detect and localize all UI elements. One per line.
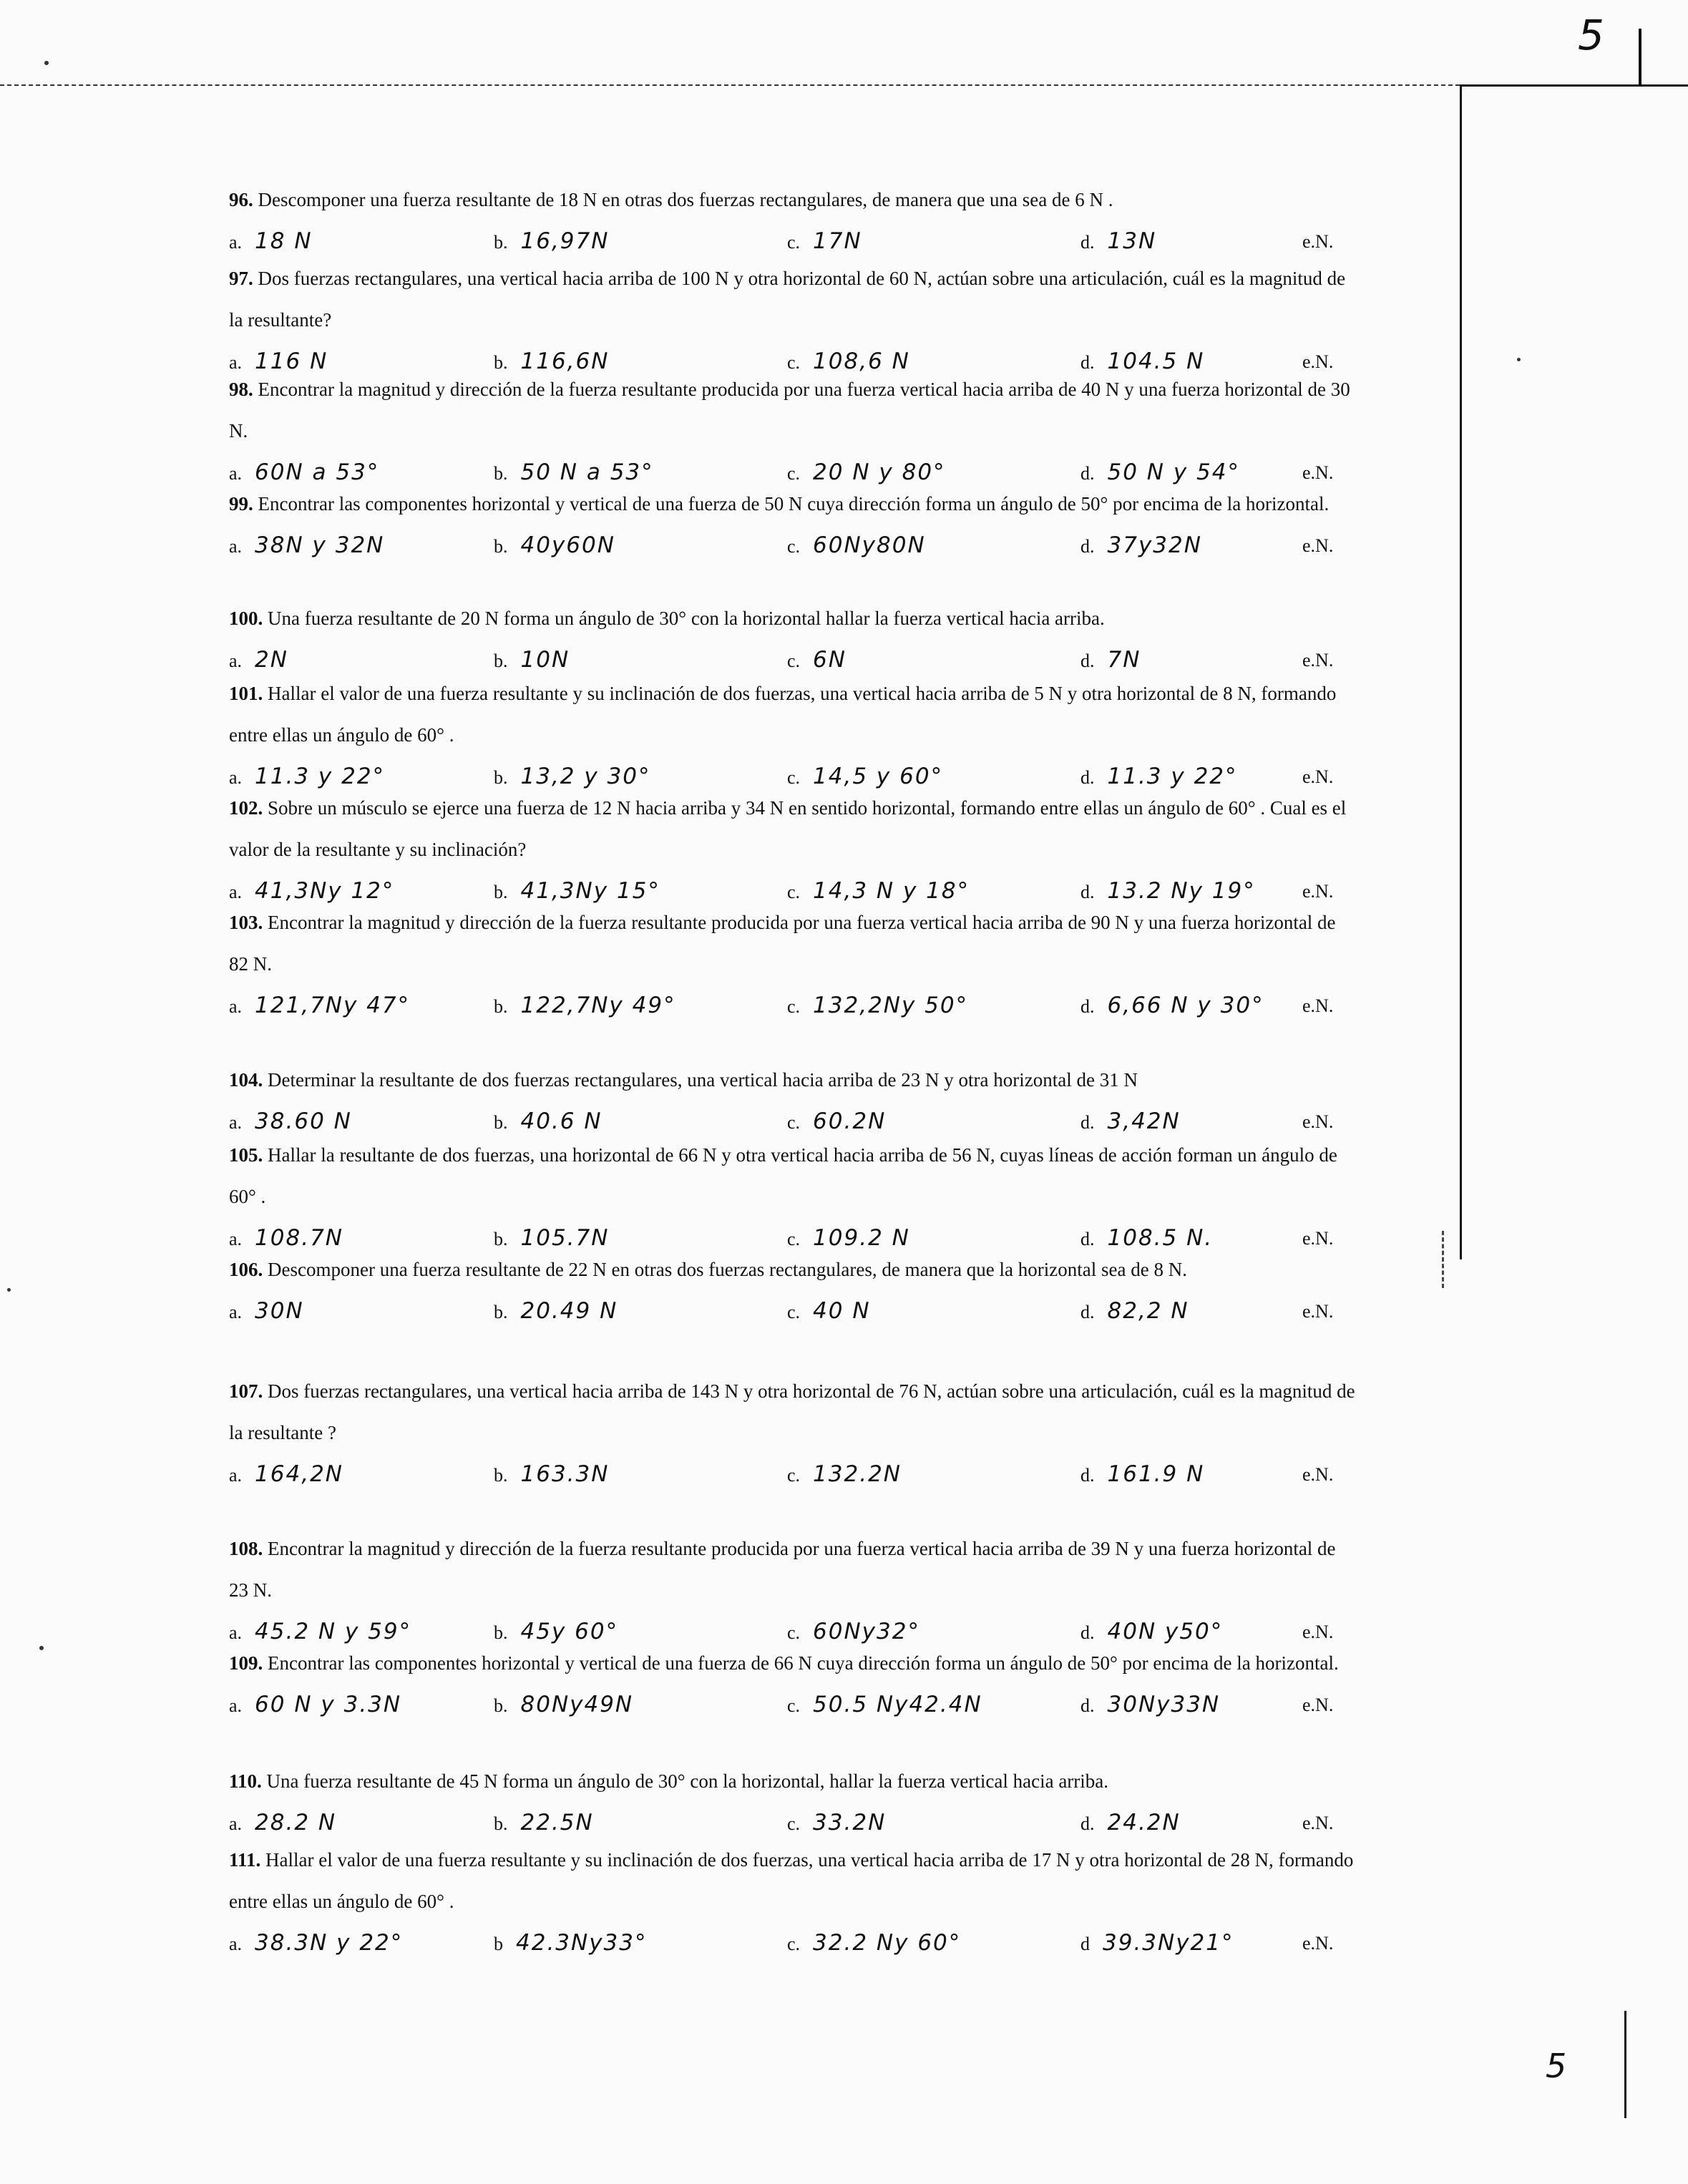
question-stem: Descomponer una fuerza resultante de 22 N en otras dos fuerzas rectangulares, de manera que la horizontal sea de 8 N.: [268, 1259, 1187, 1280]
handwritten-answer: 82,2 N: [1107, 1298, 1189, 1324]
option-d: d. 6,66 N y 30°: [1080, 993, 1264, 1018]
handwritten-answer: 16,97N: [520, 228, 610, 254]
question-stem: Encontrar la magnitud y dirección de la fuerza resultante producida por una fuerza vertical hacia arriba de 39 N y una fuerza horizontal de 23 N.: [229, 1538, 1336, 1601]
option-a: a. 60N a 53°: [229, 459, 380, 485]
handwritten-answer: 13.2 Ny 19°: [1107, 878, 1256, 904]
handwritten-answer: 60N a 53°: [255, 459, 380, 485]
option-e: e.N.: [1302, 766, 1334, 787]
option-a: a. 121,7Ny 47°: [229, 993, 411, 1018]
question-98: [229, 369, 1360, 493]
option-e: e.N.: [1302, 1228, 1334, 1249]
option-d: d. 3,42N: [1080, 1108, 1181, 1134]
question-109: [229, 1642, 1360, 1725]
bottom-right-bar: [1624, 2011, 1626, 2118]
question-number: 109.: [229, 1652, 263, 1674]
top-solid-rule: [1460, 84, 1688, 87]
option-a: a. 18 N: [229, 228, 313, 254]
question-number: 110.: [229, 1770, 262, 1792]
handwritten-answer: 40.6 N: [520, 1108, 602, 1134]
question-102: [229, 787, 1360, 912]
handwritten-answer: 40 N: [813, 1298, 871, 1324]
question-111: [229, 1839, 1360, 1964]
question-99: [229, 483, 1360, 566]
handwritten-answer: 42.3Ny33°: [516, 1930, 648, 1956]
option-b: b 42.3Ny33°: [494, 1930, 648, 1956]
question-stem: Una fuerza resultante de 20 N forma un ángulo de 30° con la horizontal hallar la fuerza vertical hacia arriba.: [268, 608, 1105, 629]
scan-speck: [39, 1646, 44, 1650]
handwritten-answer: 161.9 N: [1107, 1461, 1205, 1487]
question-100: [229, 598, 1360, 681]
option-e: e.N.: [1302, 535, 1334, 556]
option-c: c. 108,6 N: [787, 348, 910, 374]
option-d: d. 104.5 N: [1080, 348, 1205, 374]
option-b: b. 163.3N: [494, 1461, 610, 1487]
handwritten-answer: 60Ny32°: [813, 1619, 920, 1644]
answer-options: [229, 1684, 1360, 1725]
option-b: b. 122,7Ny 49°: [494, 993, 676, 1018]
option-c: c. 60Ny32°: [787, 1619, 920, 1644]
option-b: b. 116,6N: [494, 348, 610, 374]
handwritten-answer: 39.3Ny21°: [1103, 1930, 1234, 1956]
handwritten-answer: 45.2 N y 59°: [255, 1619, 412, 1644]
handwritten-answer: 122,7Ny 49°: [520, 993, 676, 1018]
question-number: 105.: [229, 1144, 263, 1166]
question-number: 102.: [229, 797, 263, 819]
answer-options: [229, 1802, 1360, 1843]
handwritten-answer: 41,3Ny 15°: [520, 878, 660, 904]
handwritten-answer: 6N: [813, 647, 847, 673]
option-a: a. 38.60 N: [229, 1108, 352, 1134]
handwritten-answer: 37y32N: [1107, 532, 1202, 558]
question-number: 101.: [229, 683, 263, 704]
option-e: e.N.: [1302, 650, 1334, 671]
option-b: b. 40.6 N: [494, 1108, 602, 1134]
handwritten-answer: 20 N y 80°: [813, 459, 946, 485]
option-b: b. 50 N a 53°: [494, 459, 654, 485]
handwritten-answer: 6,66 N y 30°: [1107, 993, 1264, 1018]
option-a: a. 38.3N y 22°: [229, 1930, 404, 1956]
option-b: b. 10N: [494, 647, 570, 673]
option-a: a. 108.7N: [229, 1225, 343, 1251]
option-a: a. 45.2 N y 59°: [229, 1619, 412, 1644]
handwritten-answer: 40y60N: [520, 532, 615, 558]
answer-options: [229, 220, 1360, 262]
question-number: 104.: [229, 1069, 263, 1091]
question-number: 106.: [229, 1259, 263, 1280]
option-d: d. 11.3 y 22°: [1080, 764, 1238, 789]
option-b: b. 45y 60°: [494, 1619, 619, 1644]
option-a: a. 30N: [229, 1298, 304, 1324]
option-a: a. 2N: [229, 647, 288, 673]
handwritten-answer: 13,2 y 30°: [520, 764, 651, 789]
option-e: e.N.: [1302, 1933, 1334, 1954]
option-e: e.N.: [1302, 462, 1334, 483]
option-e: e.N.: [1302, 1622, 1334, 1642]
handwritten-answer: 108.7N: [255, 1225, 343, 1251]
question-number: 97.: [229, 268, 253, 289]
option-b: b. 16,97N: [494, 228, 610, 254]
handwritten-answer: 104.5 N: [1107, 348, 1205, 374]
handwritten-answer: 132.2N: [813, 1461, 902, 1487]
handwritten-answer: 11.3 y 22°: [255, 764, 386, 789]
option-b: b. 105.7N: [494, 1225, 610, 1251]
option-a: a. 28.2 N: [229, 1810, 337, 1836]
handwritten-answer: 13N: [1107, 228, 1157, 254]
scan-speck: [7, 1288, 11, 1292]
handwritten-answer: 38N y 32N: [255, 532, 385, 558]
option-b: b. 22.5N: [494, 1810, 594, 1836]
option-c: c. 14,5 y 60°: [787, 764, 944, 789]
answer-options: [229, 1922, 1360, 1964]
answer-options: [229, 525, 1360, 566]
option-e: e.N.: [1302, 1695, 1334, 1715]
option-b: b. 13,2 y 30°: [494, 764, 651, 789]
question-stem: Hallar la resultante de dos fuerzas, una horizontal de 66 N y otra vertical hacia arriba de 56 N, cuyas líneas de acción forman un ángulo de 60° .: [229, 1144, 1337, 1207]
answer-options: [229, 985, 1360, 1026]
handwritten-answer: 7N: [1107, 647, 1141, 673]
handwritten-answer: 116 N: [255, 348, 328, 374]
option-e: e.N.: [1302, 1464, 1334, 1485]
handwritten-answer: 60 N y 3.3N: [255, 1692, 402, 1717]
handwritten-answer: 50 N a 53°: [520, 459, 654, 485]
question-97: [229, 258, 1360, 382]
option-d: d. 24.2N: [1080, 1810, 1181, 1836]
question-number: 98.: [229, 379, 253, 400]
option-c: c. 60Ny80N: [787, 532, 926, 558]
option-e: e.N.: [1302, 1301, 1334, 1322]
option-c: c. 6N: [787, 647, 847, 673]
handwritten-answer: 11.3 y 22°: [1107, 764, 1238, 789]
handwritten-answer: 30N: [255, 1298, 304, 1324]
handwritten-answer: 105.7N: [520, 1225, 610, 1251]
option-e: e.N.: [1302, 995, 1334, 1016]
option-d: d. 50 N y 54°: [1080, 459, 1240, 485]
handwritten-answer: 40N y50°: [1107, 1619, 1224, 1644]
handwritten-answer: 24.2N: [1107, 1810, 1181, 1836]
handwritten-answer: 164,2N: [255, 1461, 343, 1487]
option-d: d. 161.9 N: [1080, 1461, 1205, 1487]
top-dashed-rule: [0, 84, 1460, 86]
option-d: d. 40N y50°: [1080, 1619, 1224, 1644]
handwritten-answer: 60.2N: [813, 1108, 887, 1134]
question-107: [229, 1370, 1360, 1495]
question-106: [229, 1249, 1360, 1332]
handwritten-answer: 33.2N: [813, 1810, 887, 1836]
question-stem: Encontrar la magnitud y dirección de la fuerza resultante producida por una fuerza vertical hacia arriba de 40 N y una fuerza horizontal de 30 N.: [229, 379, 1350, 442]
question-103: [229, 902, 1360, 1026]
option-c: c. 20 N y 80°: [787, 459, 946, 485]
option-a: a. 11.3 y 22°: [229, 764, 386, 789]
option-d: d. 13N: [1080, 228, 1157, 254]
question-stem: Sobre un músculo se ejerce una fuerza de 12 N hacia arriba y 34 N en sentido horizontal, formando entre ellas un ángulo de 60° . Cual es el valor de la resultante y su inclinación?: [229, 797, 1347, 860]
question-stem: Encontrar las componentes horizontal y vertical de una fuerza de 66 N cuya dirección forma un ángulo de 50° por encima de la horizontal.: [268, 1652, 1339, 1674]
option-c: c. 40 N: [787, 1298, 871, 1324]
option-a: a. 41,3Ny 12°: [229, 878, 395, 904]
question-number: 100.: [229, 608, 263, 629]
handwritten-answer: 109.2 N: [813, 1225, 910, 1251]
question-104: [229, 1059, 1360, 1142]
answer-options: [229, 1453, 1360, 1495]
handwritten-answer: 14,5 y 60°: [813, 764, 944, 789]
handwritten-answer: 30Ny33N: [1107, 1692, 1221, 1717]
option-a: a. 60 N y 3.3N: [229, 1692, 402, 1717]
margin-tick: [1442, 1231, 1446, 1288]
question-108: [229, 1528, 1360, 1652]
option-c: c. 109.2 N: [787, 1225, 910, 1251]
handwritten-answer: 28.2 N: [255, 1810, 337, 1836]
question-101: [229, 673, 1360, 797]
option-b: b. 80Ny49N: [494, 1692, 634, 1717]
option-c: c. 50.5 Ny42.4N: [787, 1692, 982, 1717]
page-number: 5: [1546, 2047, 1567, 2085]
option-c: c. 33.2N: [787, 1810, 887, 1836]
answer-options: [229, 1290, 1360, 1332]
question-stem: Determinar la resultante de dos fuerzas rectangulares, una vertical hacia arriba de 23 N y otra horizontal de 31 N: [268, 1069, 1138, 1091]
question-stem: Una fuerza resultante de 45 N forma un ángulo de 30° con la horizontal, hallar la fuerza vertical hacia arriba.: [266, 1770, 1109, 1792]
handwritten-answer: 2N: [255, 647, 288, 673]
option-d: d 39.3Ny21°: [1080, 1930, 1234, 1956]
question-number: 108.: [229, 1538, 263, 1559]
handwritten-answer: 132,2Ny 50°: [813, 993, 969, 1018]
question-stem: Hallar el valor de una fuerza resultante y su inclinación de dos fuerzas, una vertical hacia arriba de 17 N y otra horizontal de 28 N, formando entre ellas un ángulo de 60° .: [229, 1849, 1354, 1912]
handwritten-answer: 45y 60°: [520, 1619, 619, 1644]
option-c: c. 14,3 N y 18°: [787, 878, 970, 904]
option-c: c. 60.2N: [787, 1108, 887, 1134]
option-b: b. 40y60N: [494, 532, 615, 558]
option-d: d. 7N: [1080, 647, 1141, 673]
handwritten-answer: 38.60 N: [255, 1108, 352, 1134]
question-stem: Descomponer una fuerza resultante de 18 N en otras dos fuerzas rectangulares, de manera que una sea de 6 N .: [258, 189, 1113, 210]
handwritten-answer: 18 N: [255, 228, 313, 254]
question-stem: Encontrar la magnitud y dirección de la fuerza resultante producida por una fuerza vertical hacia arriba de 90 N y una fuerza horizontal de 82 N.: [229, 912, 1336, 975]
option-d: d. 37y32N: [1080, 532, 1202, 558]
question-stem: Dos fuerzas rectangulares, una vertical hacia arriba de 100 N y otra horizontal de 60 N, actúan sobre una articulación, cuál es la magnitud de la resultante?: [229, 268, 1346, 331]
right-margin-line: [1460, 86, 1462, 1259]
handwritten-answer: 20.49 N: [520, 1298, 618, 1324]
question-105: [229, 1134, 1360, 1259]
handwritten-answer: 108.5 N.: [1107, 1225, 1214, 1251]
option-c: c. 132,2Ny 50°: [787, 993, 969, 1018]
handwritten-answer: 3,42N: [1107, 1108, 1181, 1134]
handwritten-answer: 41,3Ny 12°: [255, 878, 395, 904]
handwritten-answer: 163.3N: [520, 1461, 610, 1487]
option-a: a. 116 N: [229, 348, 328, 374]
handwritten-answer: 17N: [813, 228, 862, 254]
handwritten-answer: 32.2 Ny 60°: [813, 1930, 962, 1956]
option-e: e.N.: [1302, 351, 1334, 372]
option-e: e.N.: [1302, 1813, 1334, 1833]
question-stem: Dos fuerzas rectangulares, una vertical hacia arriba de 143 N y otra horizontal de 76 N, actúan sobre una articulación, cuál es la magnitud de la resultante ?: [229, 1380, 1355, 1443]
option-d: d. 13.2 Ny 19°: [1080, 878, 1256, 904]
scan-speck: [1517, 358, 1521, 361]
option-b: b. 20.49 N: [494, 1298, 618, 1324]
handwritten-answer: 116,6N: [520, 348, 610, 374]
question-110: [229, 1760, 1360, 1843]
option-a: a. 164,2N: [229, 1461, 343, 1487]
corner-bracket: [1639, 29, 1641, 86]
handwritten-answer: 22.5N: [520, 1810, 594, 1836]
option-d: d. 30Ny33N: [1080, 1692, 1221, 1717]
question-number: 107.: [229, 1380, 263, 1402]
option-e: e.N.: [1302, 881, 1334, 902]
option-b: b. 41,3Ny 15°: [494, 878, 660, 904]
handwritten-answer: 121,7Ny 47°: [255, 993, 411, 1018]
option-d: d. 108.5 N.: [1080, 1225, 1214, 1251]
option-d: d. 82,2 N: [1080, 1298, 1189, 1324]
question-stem: Hallar el valor de una fuerza resultante y su inclinación de dos fuerzas, una vertical hacia arriba de 5 N y otra horizontal de 8 N, formando entre ellas un ángulo de 60° .: [229, 683, 1337, 746]
option-a: a. 38N y 32N: [229, 532, 385, 558]
corner-mark: 5: [1578, 11, 1604, 59]
handwritten-answer: 50.5 Ny42.4N: [813, 1692, 982, 1717]
handwritten-answer: 60Ny80N: [813, 532, 926, 558]
question-number: 111.: [229, 1849, 261, 1871]
handwritten-answer: 80Ny49N: [520, 1692, 634, 1717]
question-96: [229, 179, 1360, 262]
question-number: 103.: [229, 912, 263, 933]
question-number: 96.: [229, 189, 253, 210]
option-c: c. 32.2 Ny 60°: [787, 1930, 962, 1956]
question-number: 99.: [229, 493, 253, 515]
option-e: e.N.: [1302, 231, 1334, 252]
handwritten-answer: 10N: [520, 647, 570, 673]
scan-speck: [44, 61, 49, 65]
handwritten-answer: 14,3 N y 18°: [813, 878, 970, 904]
option-e: e.N.: [1302, 1111, 1334, 1132]
option-c: c. 17N: [787, 228, 862, 254]
question-stem: Encontrar las componentes horizontal y vertical de una fuerza de 50 N cuya dirección forma un ángulo de 50° por encima de la horizontal.: [258, 493, 1330, 515]
option-c: c. 132.2N: [787, 1461, 902, 1487]
handwritten-answer: 50 N y 54°: [1107, 459, 1240, 485]
handwritten-answer: 38.3N y 22°: [255, 1930, 404, 1956]
handwritten-answer: 108,6 N: [813, 348, 910, 374]
